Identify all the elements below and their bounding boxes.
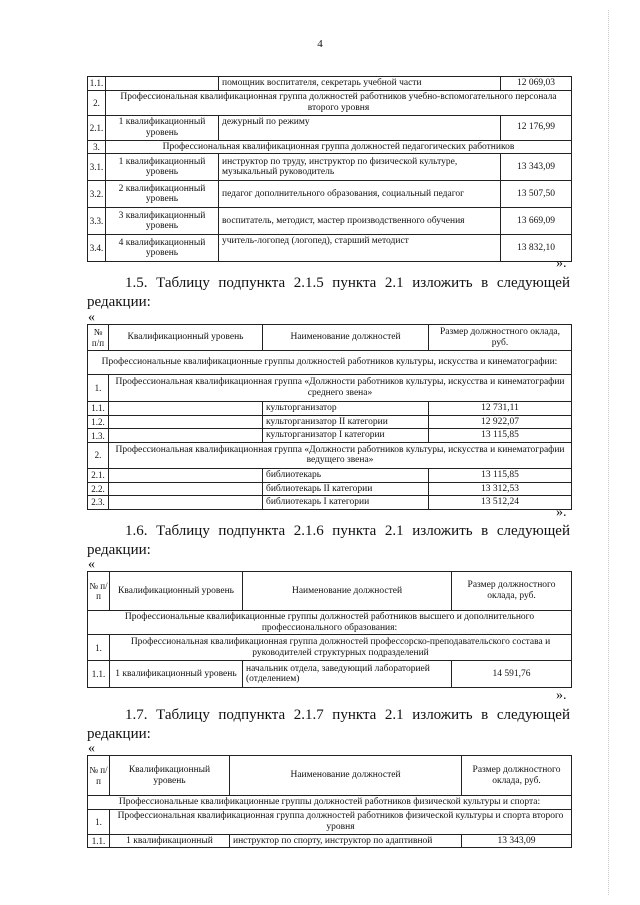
header-row [88,325,572,351]
group-row [88,442,572,468]
table-title-cell: Профессиональные квалификационные группы должностей работников культуры, искусства и кинематографии: [88,351,572,375]
paragraph-1-7 [87,706,570,744]
table-row [88,661,572,688]
header-salary: Размер должностного оклада, руб. [462,756,572,796]
table-title-cell: Профессиональные квалификационные группы должностей работников высшего и дополнительного профессионального образования: [88,611,572,635]
level-cell [109,402,263,416]
salary-cell: 12 922,07 [429,415,572,429]
salary-cell: 12 069,03 [501,77,572,91]
group-title-cell: Профессиональная квалификационная группа должностей работников физической культуры и спорта второго уровня [110,809,572,834]
group-title-cell: Профессиональная квалификационная группа должностей профессорско-преподавательского состава и руководителей структурных подразделений [110,635,572,661]
paragraph-1-6 [87,522,570,560]
row-number: 1. [88,375,109,402]
group-row [88,90,572,115]
page-edge-dotted-line [608,10,609,895]
level-cell: 4 квалификационный уровень [106,235,219,262]
paragraph-text: 1.7. Таблицу подпункта 2.1.7 пункта 2.1 изложить в следующей [125,707,570,723]
row-number: 1. [88,635,110,661]
paragraph-continuation: редакции: [87,726,151,742]
level-cell [109,415,263,429]
position-cell: инструктор по труду, инструктор по физической культуре, музыкальный руководитель [219,154,501,181]
level-cell [106,77,219,91]
group-title-cell: Профессиональная квалификационная группа «Должности работников культуры, искусства и кинематографии ведущего звена» [109,442,572,468]
position-cell: библиотекарь II категории [263,482,429,496]
row-number: 2. [88,442,109,468]
level-cell: 1 квалификационный [110,834,230,848]
row-number: 3.1. [88,154,106,181]
table-culture-staff [87,324,572,510]
group-row [88,375,572,402]
position-cell: культорганизатор I категории [263,429,429,443]
table-row [88,181,572,208]
level-cell: 1 квалификационный уровень [110,661,243,688]
header-position: Наименование должностей [230,756,462,796]
position-cell: библиотекарь [263,468,429,482]
table-higher-education-staff [87,571,572,688]
row-number: 3. [88,140,106,154]
header-number: № п/п [88,572,110,611]
row-number: 1.1. [88,402,109,416]
table-row [88,468,572,482]
table-education-staff [87,76,572,262]
table-row [88,235,572,262]
table-row [88,402,572,416]
position-cell: культорганизатор [263,402,429,416]
paragraph-continuation: редакции: [87,294,151,310]
salary-cell: 13 512,24 [429,496,572,510]
level-cell [109,482,263,496]
closing-quote: ». [556,256,567,271]
table-sports-staff [87,755,572,848]
group-title-cell: Профессиональная квалификационная группа «Должности работников культуры, искусства и кинематографии среднего звена» [109,375,572,402]
row-number: 2.1. [88,468,109,482]
header-row [88,756,572,796]
level-cell [109,468,263,482]
title-row [88,611,572,635]
salary-cell: 13 343,09 [462,834,572,848]
group-row [88,809,572,834]
closing-quote: ». [556,688,567,703]
table-row [88,482,572,496]
paragraph-1-5 [87,274,570,312]
row-number: 2.3. [88,496,109,510]
group-title-cell: Профессиональная квалификационная группа должностей работников учебно-вспомогательного персонала второго уровня [106,90,572,115]
table-row [88,154,572,181]
opening-quote: « [88,741,95,756]
position-cell: инструктор по спорту, инструктор по адаптивной [230,834,462,848]
header-level: Квалификационный уровень [110,756,230,796]
position-cell: дежурный по режиму [219,115,501,140]
row-number: 1.1. [88,834,110,848]
group-row [88,635,572,661]
level-cell [109,496,263,510]
table-row [88,429,572,443]
salary-cell: 13 115,85 [429,468,572,482]
position-cell: педагог дополнительного образования, социальный педагог [219,181,501,208]
header-number: № п/п [88,756,110,796]
header-position: Наименование должностей [263,325,429,351]
salary-cell: 13 343,09 [501,154,572,181]
table-row [88,77,572,91]
salary-cell: 13 507,50 [501,181,572,208]
row-number: 1.3. [88,429,109,443]
row-number: 2.2. [88,482,109,496]
row-number: 2. [88,90,106,115]
closing-quote: ». [556,505,567,520]
page-number: 4 [317,38,323,50]
salary-cell: 14 591,76 [452,661,572,688]
header-level: Квалификационный уровень [109,325,263,351]
header-row [88,572,572,611]
level-cell: 1 квалификационный уровень [106,154,219,181]
group-title-cell: Профессиональная квалификационная группа должностей педагогических работников [106,140,572,154]
header-level: Квалификационный уровень [110,572,243,611]
level-cell: 1 квалификационный уровень [106,115,219,140]
row-number: 1.1. [88,77,106,91]
row-number: 1.2. [88,415,109,429]
position-cell: учитель-логопед (логопед), старший методист [219,235,501,262]
paragraph-continuation: редакции: [87,542,151,558]
position-cell: библиотекарь I категории [263,496,429,510]
opening-quote: « [88,310,95,325]
position-cell: культорганизатор II категории [263,415,429,429]
salary-cell: 12 731,11 [429,402,572,416]
opening-quote: « [88,557,95,572]
table-row [88,208,572,235]
table-row [88,496,572,510]
level-cell: 3 квалификационный уровень [106,208,219,235]
header-position: Наименование должностей [243,572,452,611]
group-row [88,140,572,154]
paragraph-text: 1.5. Таблицу подпункта 2.1.5 пункта 2.1 изложить в следующей [125,275,570,291]
header-salary: Размер должностного оклада, руб. [429,325,572,351]
salary-cell: 13 669,09 [501,208,572,235]
table-row [88,834,572,848]
paragraph-text: 1.6. Таблицу подпункта 2.1.6 пункта 2.1 изложить в следующей [125,523,570,539]
level-cell: 2 квалификационный уровень [106,181,219,208]
level-cell [109,429,263,443]
row-number: 3.2. [88,181,106,208]
row-number: 1.1. [88,661,110,688]
header-salary: Размер должностного оклада, руб. [452,572,572,611]
row-number: 3.4. [88,235,106,262]
salary-cell: 13 832,10 [501,235,572,262]
row-number: 1. [88,809,110,834]
title-row [88,796,572,810]
table-row [88,115,572,140]
row-number: 3.3. [88,208,106,235]
position-cell: воспитатель, методист, мастер производственного обучения [219,208,501,235]
position-cell: начальник отдела, заведующий лабораторией (отделением) [243,661,452,688]
header-number: № п/п [88,325,109,351]
position-cell: помощник воспитателя, секретарь учебной части [219,77,501,91]
table-title-cell: Профессиональные квалификационные группы должностей работников физической культуры и спорта: [88,796,572,810]
title-row [88,351,572,375]
salary-cell: 12 176,99 [501,115,572,140]
salary-cell: 13 312,53 [429,482,572,496]
salary-cell: 13 115,85 [429,429,572,443]
row-number: 2.1. [88,115,106,140]
table-row [88,415,572,429]
